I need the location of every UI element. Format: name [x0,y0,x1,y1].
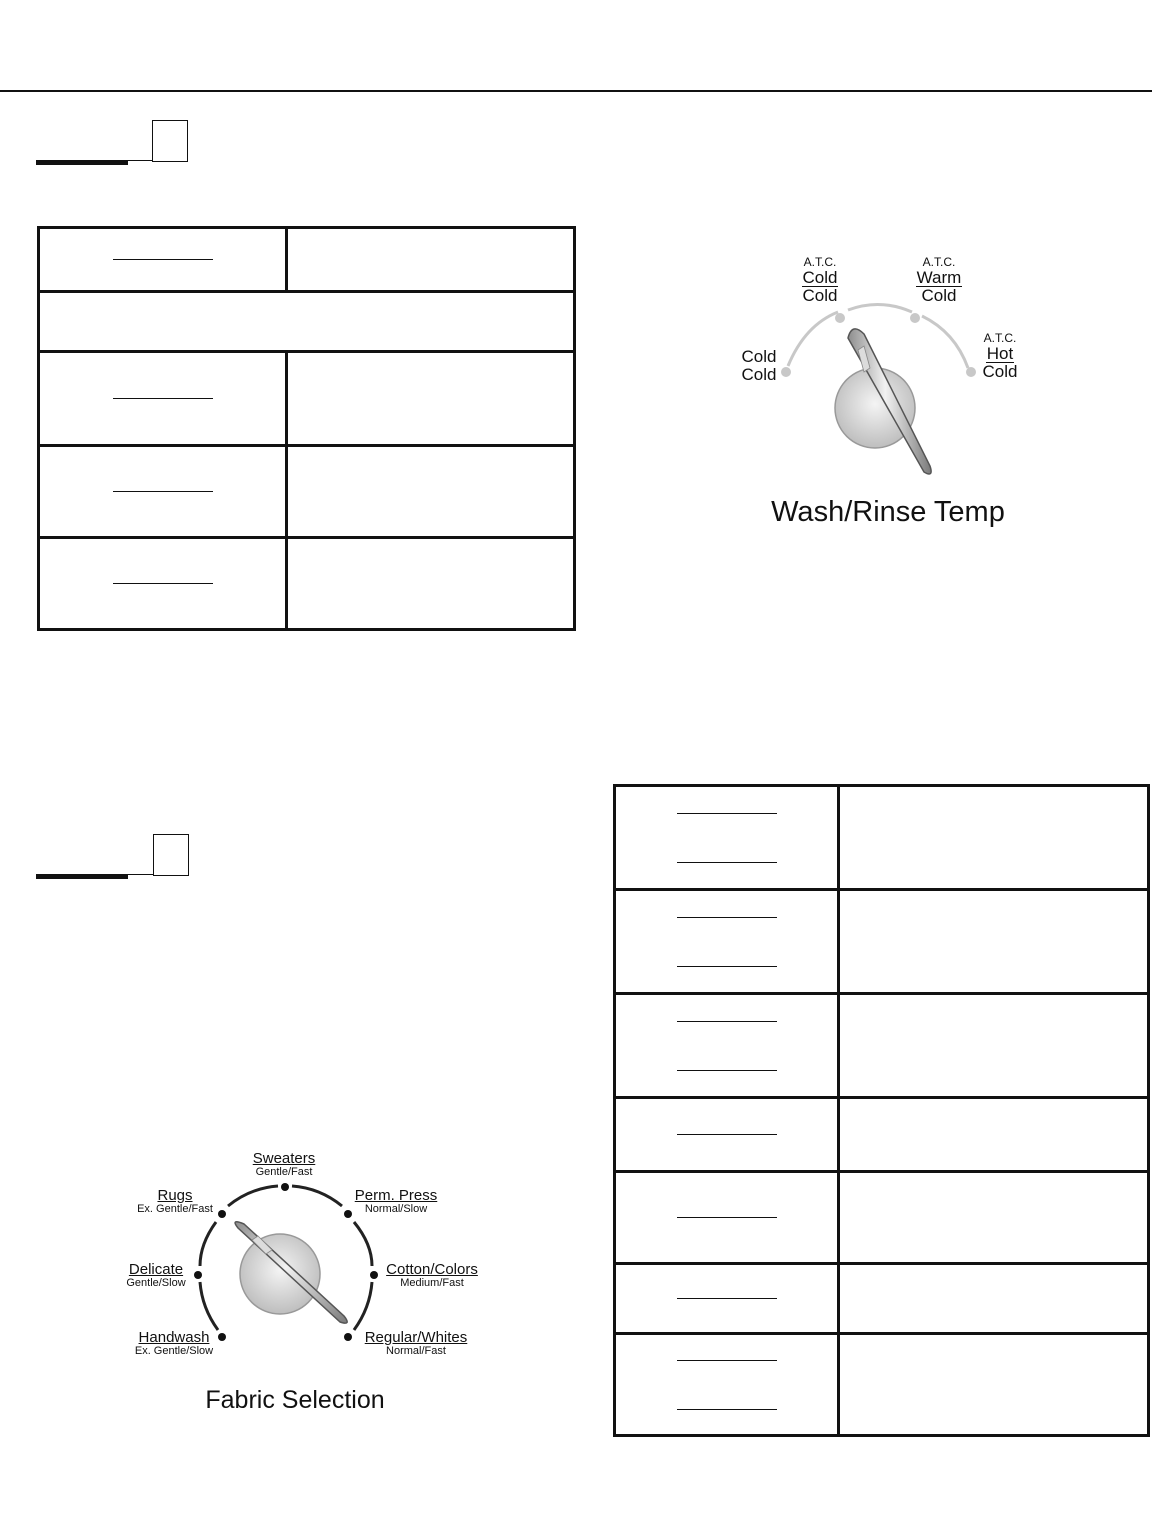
setting-dot [781,367,791,377]
wash-temp: Hot [986,343,1014,363]
fabric-speed: Ex. Gentle/Slow [134,1344,214,1357]
rinse-temp: Cold [921,286,957,306]
fabric-name: Perm. Press [354,1187,438,1204]
blank-line [113,491,213,492]
table-cell [39,352,287,446]
setting-dot [966,367,976,377]
blank-line [677,1360,777,1361]
blank-line [113,583,213,584]
table-row [39,446,575,538]
table-cell [839,1334,1149,1436]
fabric-label-sweaters [244,1151,324,1178]
rinse-temp: Cold [802,286,838,306]
fabric-label-perm-press [350,1188,442,1215]
fabric-dial-title: Fabric Selection [205,1386,385,1414]
section-2-heading-bar [36,874,128,879]
dial-arc [354,1282,372,1330]
table-row [615,1172,1149,1264]
blank-line [677,1134,777,1135]
dial-arc [228,1186,278,1206]
setting-dot [344,1333,352,1341]
table-cell [39,538,287,630]
table-cell [287,446,575,538]
knob-base [240,1234,320,1314]
section-2-checkbox [153,834,189,876]
table-cell [615,994,839,1098]
setting-dot [370,1271,378,1279]
table-row [615,890,1149,994]
blank-line [113,398,213,399]
table-cell [615,1172,839,1264]
fabric-name: Handwash [138,1329,210,1346]
table-row [615,1098,1149,1172]
fabric-speed: Normal/Fast [386,1344,446,1357]
blank-line [677,1070,777,1071]
table-cell [839,1098,1149,1172]
table-row [615,994,1149,1098]
dial-arc [354,1222,372,1266]
table-cell [615,1334,839,1436]
fabric-label-delicate [118,1262,194,1289]
blank-line [677,1409,777,1410]
fabric-speed: Gentle/Fast [255,1165,313,1178]
table-cell [839,1264,1149,1334]
dial-arc [292,1186,342,1206]
dial-arc [848,304,912,312]
blank-line [677,1298,777,1299]
blank-line [677,1217,777,1218]
atc-label: A.T.C. [803,255,837,269]
fabric-name: Delicate [128,1261,184,1278]
table-cell [39,446,287,538]
blank-line [677,917,777,918]
table-cell [39,292,575,352]
setting-dot [835,313,845,323]
fabric-label-rugs [128,1188,222,1215]
wash-rinse-dial-title: Wash/Rinse Temp [771,496,1005,528]
wash-temp: Cold [802,267,838,287]
table-row [39,228,575,292]
table-cell [839,994,1149,1098]
fabric-name: Rugs [157,1187,193,1204]
blank-line [677,1021,777,1022]
table-row [615,786,1149,890]
fabric-label-handwash [126,1330,222,1357]
table-row [615,1264,1149,1334]
section-1-heading-bar [36,160,128,165]
table-cell [615,1098,839,1172]
table-cell [287,352,575,446]
rinse-temp: Cold [741,364,777,384]
header-rule [0,90,1152,92]
table-2 [613,784,1150,1437]
dial-arc [922,316,968,368]
dial-arc [200,1222,216,1266]
fabric-name: Sweaters [252,1150,316,1167]
table-row [615,1334,1149,1436]
table-row [39,352,575,446]
fabric-speed: Ex. Gentle/Fast [137,1202,213,1215]
fabric-name: Cotton/Colors [386,1261,478,1278]
dial-arc [200,1282,218,1330]
temp-label-atc-warm-cold [912,256,966,305]
atc-label: A.T.C. [922,255,956,269]
section-1-checkbox [152,120,188,162]
table-cell [287,538,575,630]
table-cell [839,890,1149,994]
table-cell [839,1172,1149,1264]
temp-label-atc-cold-cold [796,256,844,305]
setting-dot [194,1271,202,1279]
blank-line [677,966,777,967]
atc-label: A.T.C. [983,331,1017,345]
wash-temp: Warm [916,267,962,287]
table-cell [839,786,1149,890]
table-1 [37,226,576,631]
rinse-temp: Cold [982,362,1018,382]
table-cell [615,1264,839,1334]
fabric-speed: Medium/Fast [400,1276,464,1289]
blank-line [677,813,777,814]
table-row [39,292,575,352]
table-cell [615,786,839,890]
temp-label-atc-hot-cold [978,332,1022,381]
dial-arc [788,312,838,366]
setting-dot [281,1183,289,1191]
table-cell [615,890,839,994]
fabric-label-cotton-colors [378,1262,486,1289]
fabric-speed: Normal/Slow [364,1202,428,1215]
fabric-label-regular-whites [356,1330,476,1357]
wash-temp: Cold [741,347,777,366]
blank-line [677,862,777,863]
setting-dot [910,313,920,323]
table-cell [287,228,575,292]
blank-line [113,259,213,260]
table-row [39,538,575,630]
fabric-speed: Gentle/Slow [126,1276,186,1289]
temp-label-cold-cold [737,348,781,384]
table-cell [39,228,287,292]
fabric-name: Regular/Whites [364,1329,468,1346]
